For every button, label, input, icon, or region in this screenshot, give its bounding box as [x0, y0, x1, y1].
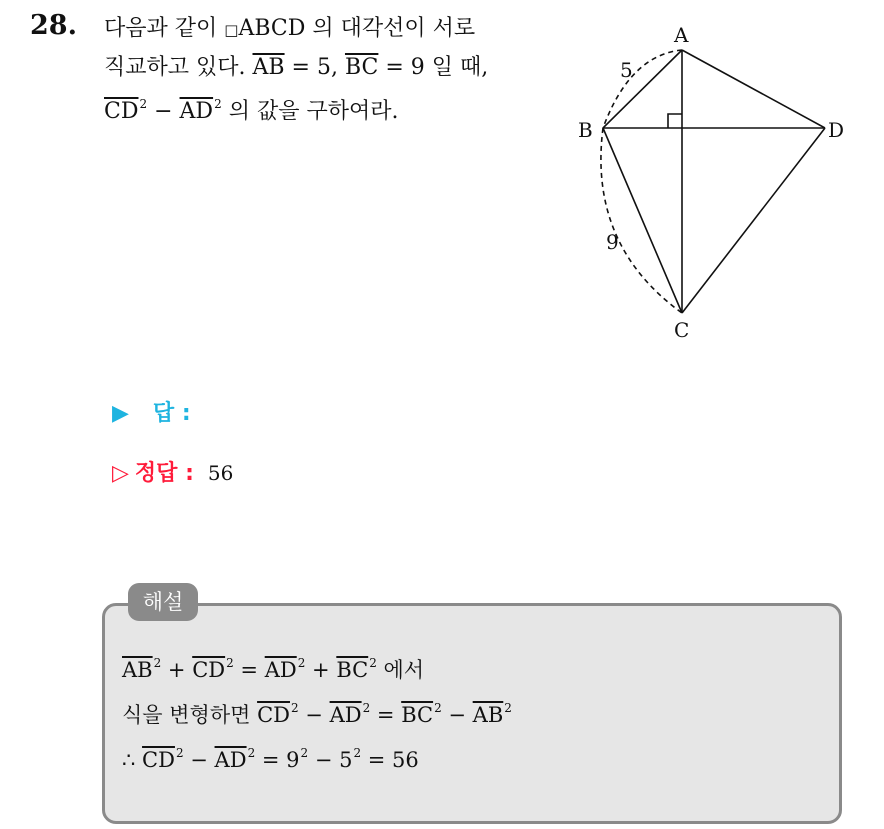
text: 의 값을 구하여라.: [221, 99, 399, 124]
text: = 9 일 때,: [378, 55, 489, 80]
solution-tab: 해설: [128, 583, 198, 621]
vertex-label-c: C: [674, 318, 690, 342]
exponent: 2: [175, 746, 184, 760]
segment-ab: $\overline{AB}$: [252, 55, 285, 80]
answer-label: 답 :: [152, 401, 191, 426]
text: − 5: [308, 748, 353, 772]
segment-ad: $\overline{AD}$: [179, 99, 214, 124]
exponent: 2: [362, 701, 371, 715]
text: = 56: [361, 748, 419, 772]
text: −: [183, 748, 215, 772]
correct-answer-label: 정답 :: [134, 461, 194, 486]
vertex-label-a: A: [674, 23, 689, 47]
problem-line-1: [104, 10, 574, 49]
solution-text: [122, 644, 822, 779]
side-cd: [682, 128, 825, 313]
exponent: 2: [247, 746, 256, 760]
segment-cd: $\overline{CD}$: [257, 703, 290, 727]
vertex-label-d: D: [828, 118, 845, 142]
exponent: 2: [300, 746, 309, 760]
exponent: 2: [297, 656, 306, 670]
correct-answer-row: [112, 456, 233, 487]
answer-row: [112, 396, 191, 427]
text: =: [370, 703, 402, 727]
exponent: 2: [504, 701, 512, 715]
side-ad: [682, 50, 825, 128]
exponent: 2: [214, 97, 222, 111]
segment-ad: $\overline{AD}$: [329, 703, 362, 727]
exponent: 2: [226, 656, 234, 670]
problem-number: 28.: [30, 10, 77, 41]
play-arrow-icon: ▶: [112, 401, 129, 426]
problem-line-2: [104, 49, 574, 86]
segment-bc: $\overline{BC}$: [336, 658, 369, 682]
exponent: 2: [153, 656, 162, 670]
text: +: [161, 658, 193, 682]
kite-figure: [570, 15, 860, 350]
solution-line-3: [122, 734, 822, 779]
text: 다음과 같이: [104, 16, 225, 41]
segment-ab: $\overline{AB}$: [472, 703, 504, 727]
text: 식을 변형하면: [122, 703, 258, 727]
segment-ab: $\overline{AB}$: [122, 658, 153, 682]
segment-ad: $\overline{AD}$: [214, 748, 247, 772]
exponent: 2: [139, 97, 148, 111]
text: = 5,: [284, 55, 345, 80]
exponent: 2: [369, 656, 377, 670]
length-label-ab: 5: [620, 58, 633, 82]
text: = 9: [255, 748, 300, 772]
text: −: [298, 703, 330, 727]
segment-cd: $\overline{CD}$: [192, 658, 226, 682]
side-bc: [603, 128, 682, 313]
segment-cd: $\overline{CD}$: [104, 99, 139, 124]
problem-line-3: [104, 86, 574, 130]
correct-answer-value: 56: [207, 461, 234, 485]
exponent: 2: [290, 701, 299, 715]
text: −: [441, 703, 473, 727]
right-angle-mark: [668, 114, 682, 128]
text: +: [305, 658, 337, 682]
text: 직교하고 있다.: [104, 55, 253, 80]
solution-line-1: [122, 644, 822, 689]
square-symbol: □: [224, 21, 239, 39]
length-label-bc: 9: [606, 230, 619, 254]
segment-cd: $\overline{CD}$: [142, 748, 175, 772]
text: 에서: [376, 658, 425, 682]
text: −: [147, 99, 180, 124]
vertex-label-b: B: [578, 118, 593, 142]
segment-bc: $\overline{BC}$: [344, 55, 379, 80]
exponent: 2: [353, 746, 362, 760]
segment-ad: $\overline{AD}$: [264, 658, 297, 682]
outline-arrow-icon: ▷: [112, 461, 129, 486]
text: =: [233, 658, 265, 682]
text: ∴: [122, 748, 143, 772]
segment-bc: $\overline{BC}$: [401, 703, 434, 727]
text: ABCD 의 대각선이 서로: [238, 16, 476, 41]
problem-text: [104, 10, 574, 130]
side-ab: [603, 50, 682, 128]
exponent: 2: [434, 701, 442, 715]
solution-line-2: [122, 689, 822, 734]
